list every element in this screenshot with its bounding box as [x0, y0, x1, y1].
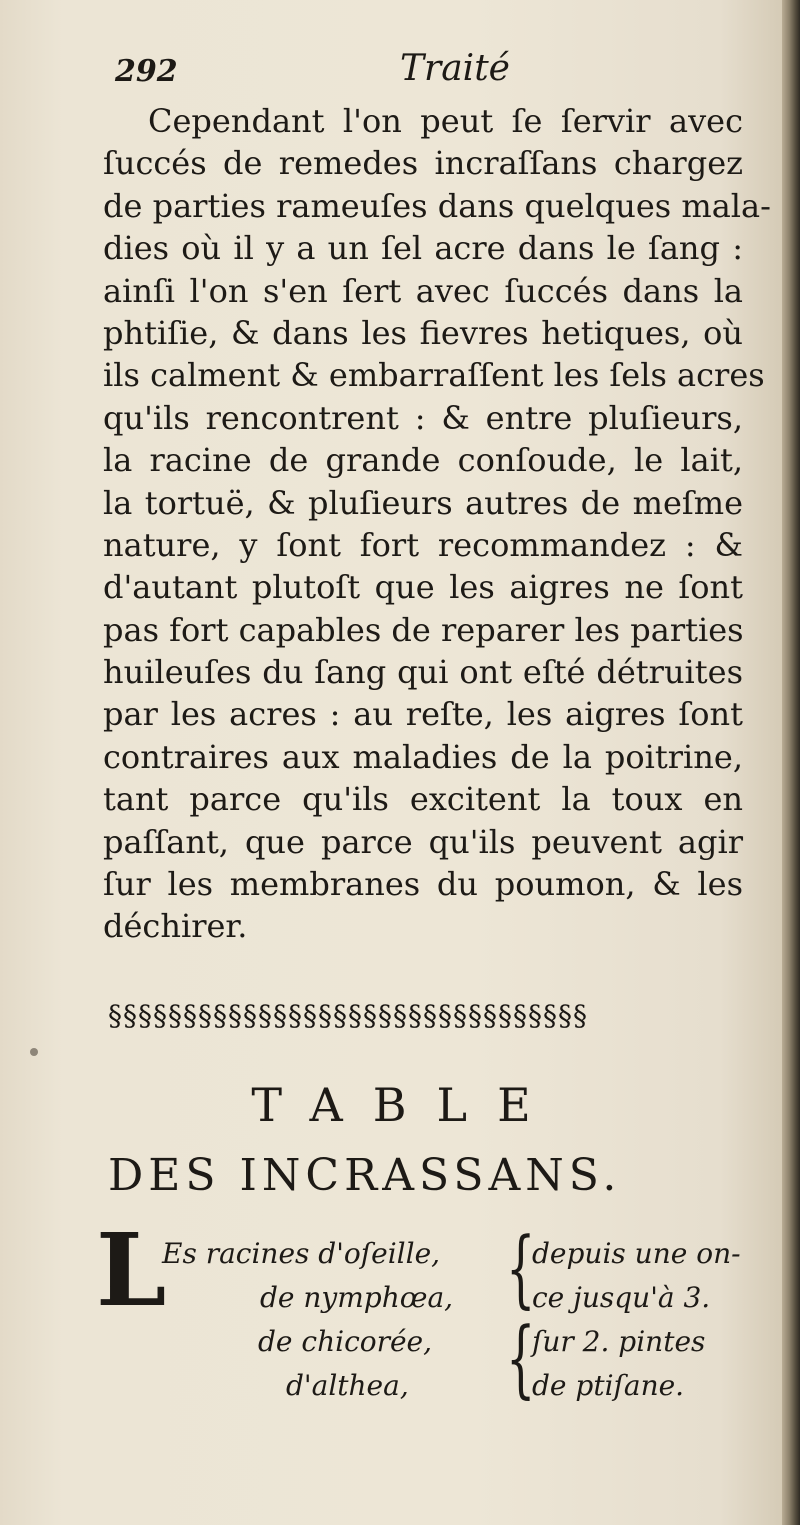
- text-line: qu'ils rencontrent : & entre pluſieurs,: [103, 398, 743, 437]
- table-subtitle: DES INCRASSANS.: [108, 1150, 622, 1201]
- ingredient-item: de nymphœa,: [260, 1281, 454, 1314]
- dosage-line: de ptiſane.: [532, 1369, 685, 1402]
- text-line: ſur les membranes du poumon, & les: [103, 865, 743, 904]
- ink-spot: [30, 1048, 38, 1056]
- text-line: par les acres : au reſte, les aigres ſont: [103, 695, 743, 734]
- body-paragraph: [103, 100, 771, 948]
- ornament-divider: §§§§§§§§§§§§§§§§§§§§§§§§§§§§§§§§: [108, 999, 588, 1032]
- text-line: ils calment & embarraſſent les ſels acres: [103, 356, 765, 395]
- dosage-line: ſur 2. pintes: [532, 1325, 706, 1358]
- brace-icon: {: [506, 1219, 536, 1317]
- text-line: huileuſes du ſang qui ont eſté détruites: [103, 653, 743, 692]
- text-line: ainſi l'on s'en ſert avec ſuccés dans la: [103, 271, 743, 310]
- text-line: tant parce qu'ils excitent la toux en: [103, 780, 743, 819]
- text-line: de parties rameuſes dans quelques mala-: [103, 186, 771, 225]
- dosage-note: [532, 1232, 772, 1320]
- text-line: pas fort capables de reparer les parties: [103, 610, 744, 649]
- dosage-line: depuis une on-: [532, 1237, 741, 1270]
- dosage-line: ce jusqu'à 3.: [532, 1281, 711, 1314]
- page-number: 292: [115, 54, 178, 89]
- book-spine-edge: [782, 0, 800, 1525]
- text-line: phtiſie, & dans les fievres hetiques, où: [103, 313, 743, 352]
- text-line: la tortuë, & pluſieurs autres de meſme: [103, 483, 743, 522]
- running-title: Traité: [400, 48, 510, 89]
- text-line: nature, y ſont fort recommandez : &: [103, 525, 743, 564]
- text-line: d'autant plutoſt que les aigres ne ſont: [103, 568, 743, 607]
- table-title: TABLE: [251, 1078, 561, 1132]
- text-line: contraires aux maladies de la poitrine,: [103, 737, 743, 776]
- ingredient-item: Es racines d'oſeille,: [162, 1237, 441, 1270]
- text-line: ſuccés de remedes incraſſans chargez: [103, 144, 743, 183]
- page-header: [115, 48, 735, 96]
- text-line: la racine de grande conſoude, le lait,: [103, 441, 743, 480]
- ingredient-list: [162, 1232, 502, 1408]
- dosage-note: [532, 1320, 772, 1408]
- ingredient-item: de chicorée,: [258, 1325, 433, 1358]
- text-line: dies où il y a un ſel acre dans le ſang :: [103, 229, 743, 268]
- text-line: déchirer.: [103, 907, 248, 946]
- text-line: Cependant l'on peut ſe ſervir avec: [148, 102, 743, 140]
- text-line: paſſant, que parce qu'ils peuvent agir: [103, 822, 743, 861]
- brace-icon: {: [506, 1309, 536, 1407]
- drop-cap: L: [96, 1211, 167, 1329]
- ingredient-item: d'althea,: [286, 1369, 409, 1402]
